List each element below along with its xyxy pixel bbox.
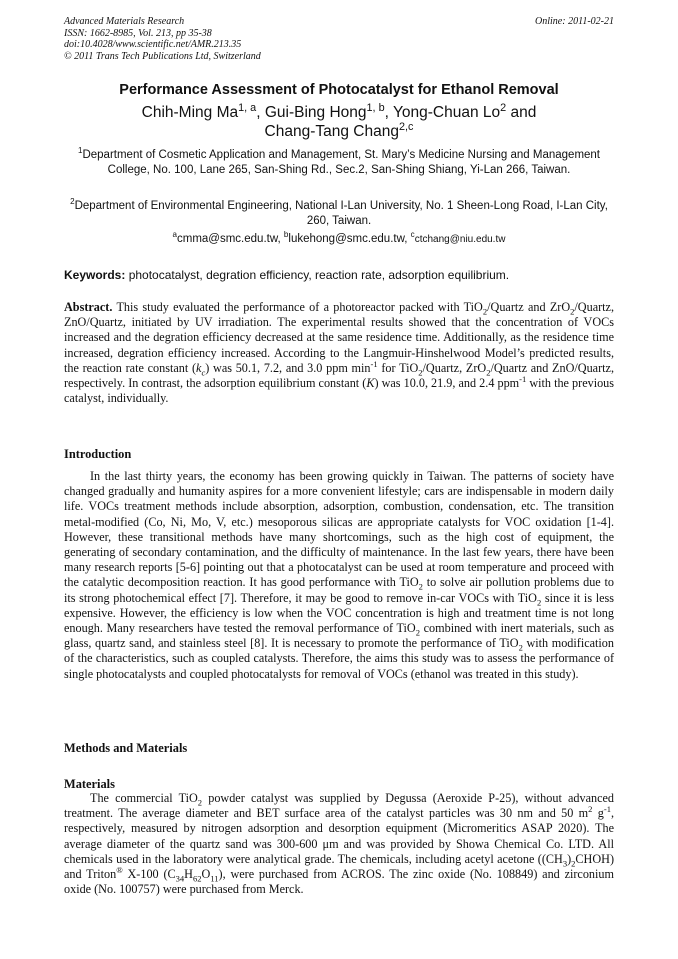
keywords (64, 268, 614, 282)
subscript: 2 (415, 627, 420, 638)
section-heading-introduction: Introduction (64, 447, 132, 461)
subscript: 2 (571, 858, 576, 869)
online-date: Online: 2011-02-21 (535, 16, 614, 27)
author-affiliation-mark: 2,c (398, 120, 414, 133)
author-affiliation-mark: 1, a (238, 101, 257, 114)
author-name: Chih-Ming Ma (141, 104, 239, 121)
body-text: powder catalyst was supplied by Degussa (Aeroxide P-25), without advanced treatment. The average diameter and BET surface area of the catalyst particles was 30 nm and 50 m (64, 791, 615, 821)
journal-name: Advanced Materials Research (64, 16, 185, 27)
subscript: 62 (192, 873, 202, 884)
introduction-paragraph (64, 469, 614, 682)
keywords-text: photocatalyst, degration efficiency, reaction rate, adsorption equilibrium. (128, 268, 510, 282)
section-heading-methods: Methods and Materials (64, 741, 188, 755)
subscript: 2 (486, 367, 491, 378)
affiliation-text: Department of Cosmetic Application and Management, St. Mary’s Medicine Nursing and Management College, No. 100, Lane 265, San-Shing Rd., Sec.2, San-Shing Shiang, Yi-Lan 266, Taiwan. (82, 149, 601, 176)
journal-issn: ISSN: 1662-8985, Vol. 213, pp 35-38 (64, 27, 212, 39)
body-text: O (201, 867, 211, 882)
paper-title: Performance Assessment of Photocatalyst for Ethanol Removal (119, 82, 559, 98)
journal-copyright: © 2011 Trans Tech Publications Ltd, Switzerland (64, 50, 261, 62)
email-mark: b (283, 230, 289, 240)
author-name: Chang-Tang Chang (264, 123, 399, 140)
abstract (64, 300, 614, 406)
affiliation-1 (64, 148, 614, 178)
subscript: 2 (418, 367, 423, 378)
superscript: 2 (588, 804, 593, 815)
superscript: -1 (370, 358, 378, 369)
abstract-text: /Quartz and ZrO (487, 300, 571, 314)
subscript: 2 (482, 306, 488, 317)
author-name: Gui-Bing Hong (264, 104, 367, 121)
abstract-text: /Quartz, ZrO (422, 360, 487, 375)
subscript: 11 (210, 873, 219, 884)
body-text: since it is less expensive. However, the efficiency is low when the VOC concentration is high and treatment time is not long enough. Many researchers have tested the removal performance of TiO (64, 590, 614, 636)
body-text: In the last thirty years, the economy has been growing quickly in Taiwan. The patterns of society have changed gradually and humanity aspires for a more convenient lifestyle; cars are indispensable in modern daily life. VOCs treatment methods include absorption, adsorption, combustion, condensation, etc. The transition metal-modified (Co, Ni, Mo, V, etc.) mesoporous silicas are appropriate catalysts for VOC oxidation [1-4]. However, these transitional methods have many shortcomings, such as the high cost of equipment, the generating of secondary contamination, and the difficulty of maintenance. In the last few years, there have been many research reports [5-6] pointing out that a photocatalyst can be used at room temperature and proceed with the catalytic decomposition reaction. It has good performance with TiO (64, 469, 614, 590)
subscript: 2 (536, 597, 542, 608)
abstract-text: /Quartz and ZnO/Quartz, respectively. In contrast, the adsorption equilibrium constant ( (64, 360, 614, 391)
superscript: -1 (519, 373, 527, 384)
journal-info (64, 16, 261, 62)
subscript: 2 (197, 797, 203, 808)
body-text: CHOH) and Triton (64, 851, 614, 882)
body-text: The commercial TiO (90, 791, 198, 805)
body-text: ) (567, 851, 572, 866)
subscript: 2 (570, 306, 575, 317)
body-text: ), were purchased from ACROS. The zinc oxide (No. 108849) and zirconium oxide (No. 100757) were purchased from Merck. (64, 867, 614, 897)
abstract-text: for TiO (377, 360, 419, 375)
body-text: g (592, 806, 604, 821)
body-text: , respectively, measured by nitrogen adsorption and desorption equipment (Micromeritics ASAP 2020). The average diameter of the quartz sand was 300-600 μm and was provided by Showa Chemical Co. LTD. All chemicals used in the laboratory were analytical grade. The chemicals, including acetyl acetone ((CH (64, 806, 615, 866)
subscript: 34 (175, 873, 185, 884)
affiliation-text: Department of Environmental Engineering, National I-Lan University, No. 1 Sheen-Long Road, I-Lan City, 260, Taiwan. (74, 200, 608, 227)
author-list: Chih-Ming Ma$^{1, a}$, Gui-Bing Hong$^{1, b}$, Yong-Chuan Lo$^2$ and Chang-Tang Chang$^{2,c}$ (141, 101, 537, 140)
superscript: -1 (603, 804, 611, 815)
subsection-heading-materials: Materials (64, 777, 115, 791)
body-text: with modification of the characteristics, such as coupled catalysts. Therefore, the aims this study was to assess the performance of single photocatalysts and coupled photocatalysts for removal of VOCs (ethanol was treated in this study). (64, 636, 614, 681)
body-text: H (184, 867, 193, 882)
abstract-text: ) was 50.1, 7.2, and 3.0 ppm min (205, 360, 371, 375)
abstract-text: /Quartz, ZnO/Quartz, initiated by UV irradiation. The experimental results showed that the concentration of VOCs increased and the degration efficiency decreased at the same residence time. Additionally, as the residence time increased, degration efficiency increased. According to the Langmuir-Hinshelwood Model’s predicted results, the reaction rate constant ( (64, 300, 615, 375)
keywords-label: Keywords: (64, 268, 126, 282)
affiliation-mark: 2 (70, 197, 75, 207)
symbol-k: k (196, 360, 202, 375)
body-text: X-100 (C (122, 867, 176, 882)
author-affiliation-mark: 1, b (366, 101, 385, 114)
body-text: to solve air pollution problems due to its strong photochemical effect [7]. Therefore, it may be good to remove in-car VOCs with TiO (64, 575, 614, 605)
body-text: combined with inert materials, such as glass, quartz sand, and stainless steel [8]. It is necessary to promote the performance of TiO (64, 621, 614, 651)
affiliation-2 (64, 199, 614, 229)
abstract-text: ) was 10.0, 21.9, and 2.4 ppm (374, 376, 520, 391)
abstract-text: This study evaluated the performance of a photoreactor packed with TiO (116, 300, 483, 314)
journal-doi: doi:10.4028/www.scientific.net/AMR.213.35 (64, 39, 242, 50)
abstract-label: Abstract. (64, 300, 113, 314)
symbol-K: K (366, 376, 375, 391)
abstract-text: with the previous catalyst, individually. (64, 376, 615, 406)
affiliation-mark: 1 (77, 146, 83, 156)
subscript: c (201, 367, 206, 378)
email-address: ctchang@niu.edu.tw (414, 234, 506, 245)
registered-mark: ® (116, 864, 123, 875)
author-affiliation-mark: 2 (500, 101, 507, 114)
materials-paragraph (64, 791, 614, 897)
email-mark: c (410, 230, 415, 240)
email-mark: a (172, 230, 177, 240)
email-address: cmma@smc.edu.tw, (177, 233, 281, 245)
author-name: Yong-Chuan Lo (392, 104, 501, 121)
author-emails (64, 230, 614, 245)
subscript: 2 (518, 642, 523, 653)
subscript: 2 (418, 581, 423, 592)
email-address: lukehong@smc.edu.tw, (288, 233, 408, 245)
subscript: 3 (562, 858, 568, 869)
author-and: and (510, 104, 537, 121)
